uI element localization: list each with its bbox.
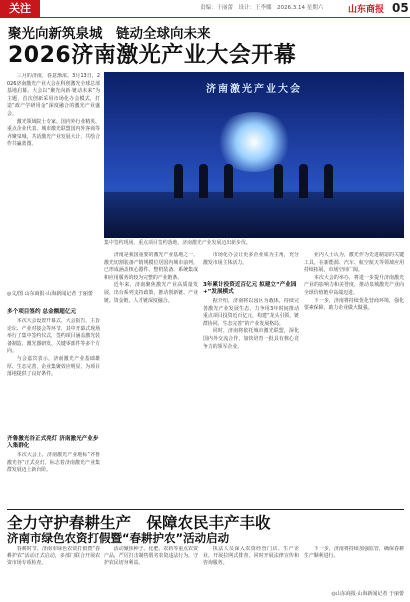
second-article-column (104, 546, 198, 598)
article-column-mid-3 (203, 298, 299, 508)
paragraph: 执法人员深入农资经营门店、生产企业，开展拉网式排查，同时开展法律宣传和咨询服务。 (203, 546, 299, 566)
second-byline: ◎山东商报·山海新闻记者 于丽蕾 (331, 591, 404, 597)
paragraph: 活动聚焦种子、化肥、农药等重点农资产品，严厉打击制售假劣农资违法行为，守护农民切身利益。 (104, 546, 198, 566)
page-header (0, 0, 410, 18)
paragraph: 业内人士认为，激光作为先进制造的关键工具，在新能源、汽车、航空航天等领域应用持续拓展，市场空间广阔。 (304, 252, 404, 274)
guest-figure (174, 164, 183, 198)
section-tag: 关注 (0, 0, 40, 17)
subheading: 多个项目签约 总金额超亿元 (7, 309, 77, 315)
guest-figure (299, 164, 308, 198)
article-column-mid-2 (203, 252, 299, 280)
stage-floor (104, 192, 404, 238)
article-column-left-3 (7, 452, 100, 508)
section-divider (7, 509, 404, 510)
stage-light (214, 112, 294, 172)
main-headline: 2026济南激光产业大会开幕 (8, 43, 297, 68)
guest-figure (324, 164, 333, 198)
article-column-left-2 (7, 318, 100, 434)
paragraph: 市场化办会让更多企业成为主角，充分激发市场主体活力。 (203, 252, 299, 266)
second-article-column (203, 546, 299, 598)
second-subheadline: 济南市绿色农资打假暨“春耕护农”活动启动 (7, 531, 230, 545)
subheading: 齐鲁激光谷正式亮灯 济南激光产业步入集群化 (7, 436, 99, 450)
guest-figure (224, 164, 233, 198)
second-article-column (7, 546, 100, 598)
event-photo (104, 72, 404, 238)
photo-caption: 集中签约现场，重点项目签约落地，济南激光产业发展迈出新步伐。 (104, 240, 251, 246)
kicker-headline: 聚光向新筑泉城 链动全球向未来 (8, 26, 211, 42)
subheading: 3年累计投资近百亿元 拟建立“产业园+”发展模式 (203, 282, 297, 296)
paragraph: 近年来，济南聚焦激光产业高质量发展，出台系列支持政策，推动创新链、产业链、资金链、人才链深度融合。 (104, 282, 198, 304)
paragraph: 与会嘉宾表示，济南激光产业基础雄厚、生态完善，企业集聚效应明显，为项目落地提供了良好条件。 (7, 355, 100, 378)
guest-figure (199, 164, 208, 198)
second-headline: 全力守护春耕生产 保障农民丰产丰收 (7, 514, 271, 532)
article-column-right (304, 252, 404, 508)
paragraph: 下一步，济南将持续优化营商环境，强化要素保障，助力企业做大做强。 (304, 297, 404, 312)
paragraph: 本次大会设置开幕式、大会报告、主旨论坛、产业对接会等环节，其中开幕式现场举行了集中签约仪式，签约项目涵盖激光装备制造、激光器研发、关键零部件等多个方向。 (7, 318, 100, 355)
page-number: 05 (392, 1, 409, 15)
paragraph: 本次大会上，济南激光产业地标“齐鲁激光谷”正式亮灯，标志着济南激光产业集群发展迈上新台阶。 (7, 452, 100, 474)
article-column-mid (104, 252, 198, 508)
article-column-left (7, 73, 100, 289)
paragraph: 激光领域院士专家、国内外行业精英、重点企业代表、城市激光联盟国内外客商等齐聚泉城，共话激光产业发展大计，共绘合作共赢蓝图。 (7, 118, 100, 148)
paragraph: 济南是我国重要的激光产业基地之一，激光切割装备产销规模位居国内城市前列，已形成涵盖核心器件、整机装备、系统集成和应用服务的较为完整的产业链条。 (104, 252, 198, 281)
paragraph: 三月的济南，春意渐浓。3月13日，2026济南激光产业大会在科创激光全球总部基地启幕。大会以“聚光向新·链动未来”为主题，首次创新采用市场化办会模式，打造“政产学研用金”深度融合的激光产业盛会。 (7, 73, 100, 117)
brand-name: 山东商报 (348, 5, 385, 15)
paragraph: 下一步，济南将持续加强监管，确保春耕生产顺利进行。 (304, 546, 404, 559)
header-meta: 责编：于丽蕾 设计：王李娜 2026.3.14 星期六 (200, 5, 324, 11)
stage-banner: 济南激光产业大会 (206, 84, 302, 95)
paragraph: 春耕时节，济南市绿色农资打假暨“春耕护农”活动正式启动，多部门联合开展农资市场专项检查。 (7, 546, 100, 566)
paragraph: 本次大会的举办，将进一步提升济南激光产业的影响力和美誉度，推动泉城激光产业向全球价值链中高端迈进。 (304, 274, 404, 296)
paragraph: 同时，济南将依托城市激光联盟，深化国内外交流合作，加快培育一批具有核心竞争力的领军企业。 (203, 328, 299, 350)
guest-figure (274, 164, 283, 198)
paragraph: 据介绍，济南将以园区为载体，持续完善激光产业发展生态，力争用3年时间推动重点项目投资近百亿元，构建“龙头引领、链群协同、生态完善”的产业发展格局。 (203, 298, 299, 327)
byline: ◎文/图 山东商报·山海新闻记者 于丽蕾 (7, 291, 93, 297)
